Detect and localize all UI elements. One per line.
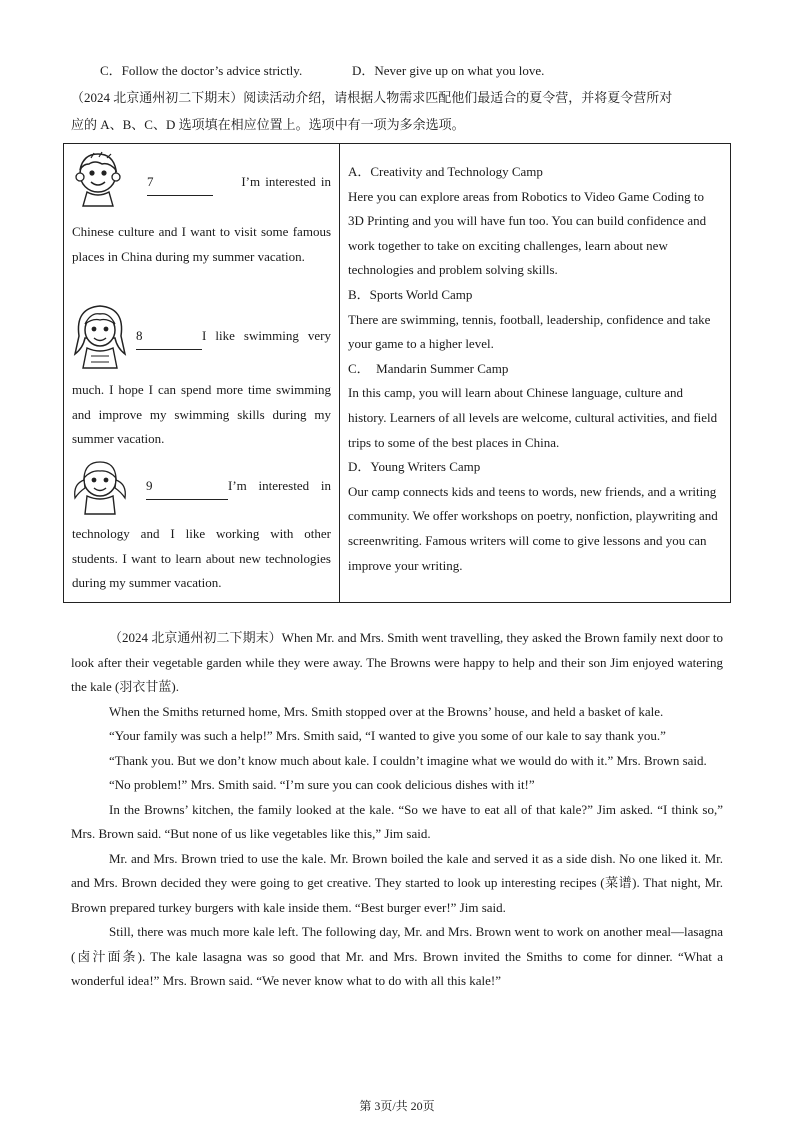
instruction-line-1: （2024 北京通州初二下期末）阅读活动介绍，请根据人物需求匹配他们最适合的夏令营，并将夏令营所对: [71, 90, 673, 105]
blank-7[interactable]: 7: [147, 170, 213, 196]
camps-list: [348, 160, 722, 578]
person-9-rest: technology and I like working with other students. I want to learn about new technologies during my summer vacation.: [72, 526, 331, 590]
camp-a-desc: Here you can explore areas from Robotics to Video Game Coding to 3D Printing and you will have fun too. You can build confidence and work together to take on exciting challenges, learn about new technologies and problem solving skills.: [348, 188, 707, 278]
instruction-line-2: 应的 A、B、C、D 选项填在相应位置上。选项中有一项为多余选项。: [71, 117, 465, 132]
camp-a-title: A．Creativity and Technology Camp: [348, 164, 543, 179]
camp-b-title: B．Sports World Camp: [348, 286, 473, 302]
story-paragraph: “Your family was such a help!” Mrs. Smith said, “I wanted to give you some of our kale to say thank you.”: [109, 728, 666, 743]
person-9-text: 9 I’m interested in: [72, 474, 331, 500]
person-7-rest: Chinese culture and I want to visit some famous places in China during my summer vacation.: [72, 224, 331, 264]
people-column: [64, 144, 340, 603]
blank-8[interactable]: 8: [136, 324, 202, 350]
story-paragraph: In the Browns’ kitchen, the family looked at the kale. “So we have to eat all of that kale?” Jim asked. “I think so,” Mrs. Brown said. “But none of us like vegetables like this,” Jim said.: [71, 801, 723, 841]
page-number-footer: 第 3页/共 20页: [359, 1099, 435, 1113]
camp-matching-table: [63, 143, 731, 603]
blank-9[interactable]: 9: [146, 474, 228, 500]
story-paragraph: Mr. and Mrs. Brown tried to use the kale. Mr. Brown boiled the kale and served it as a side dish. No one liked it. Mr. and Mrs. Brown decided they were going to get creative. They started to look up interesting recipes (菜谱). That night, Mr. Brown prepared turkey burgers with kale inside them. “Best burger ever!” Jim said.: [71, 850, 723, 915]
person-8-text: 8 I like swimming very: [72, 324, 331, 350]
camp-c-title: C． Mandarin Summer Camp: [348, 360, 509, 376]
person-7-text: 7 I’m interested in: [72, 170, 331, 196]
camp-c-desc: In this camp, you will learn about Chinese language, culture and history. Learners of all levels are welcome, cultural activities, and field trips to some of the best places in China.: [348, 385, 718, 450]
story-paragraph: （2024 北京通州初二下期末）When Mr. and Mrs. Smith went travelling, they asked the Brown family next door to look after their vegetable garden while they were away. The Browns were happy to help and their son Jim enjoyed watering the kale (羽衣甘蓝).: [71, 630, 723, 694]
story-passage: [71, 626, 723, 994]
story-paragraph: “Thank you. But we don’t know much about kale. I couldn’t imagine what we would do with it.” Mrs. Brown said.: [109, 752, 707, 768]
camps-column: [340, 144, 731, 603]
option-c: C．Follow the doctor’s advice strictly.: [100, 63, 303, 78]
person-8-rest: much. I hope I can spend more time swimming and improve my swimming skills during my summer vacation.: [72, 382, 331, 446]
camp-d-desc: Our camp connects kids and teens to words, new friends, and a writing community. We offer workshops on poetry, nonfiction, playwriting and screenwriting. Famous writers will come to give lessons and you can improve your writing.: [348, 483, 718, 573]
camp-b-desc: There are swimming, tennis, football, leadership, confidence and take your game to a higher level.: [348, 311, 711, 352]
story-paragraph: When the Smiths returned home, Mrs. Smith stopped over at the Browns’ house, and held a basket of kale.: [109, 703, 664, 719]
story-paragraph: “No problem!” Mrs. Smith said. “I’m sure you can cook delicious dishes with it!”: [109, 777, 535, 792]
camp-d-title: D．Young Writers Camp: [348, 459, 481, 475]
option-d: D．Never give up on what you love.: [352, 63, 545, 78]
story-paragraph: Still, there was much more kale left. The following day, Mr. and Mrs. Brown went to work on another meal—lasagna (卤汁面条). The kale lasagna was so good that Mr. and Mrs. Brown invited the Smiths to come for dinner. “What a wonderful idea!” Mrs. Brown said. “We never know what to do with all this kale!”: [71, 924, 723, 988]
